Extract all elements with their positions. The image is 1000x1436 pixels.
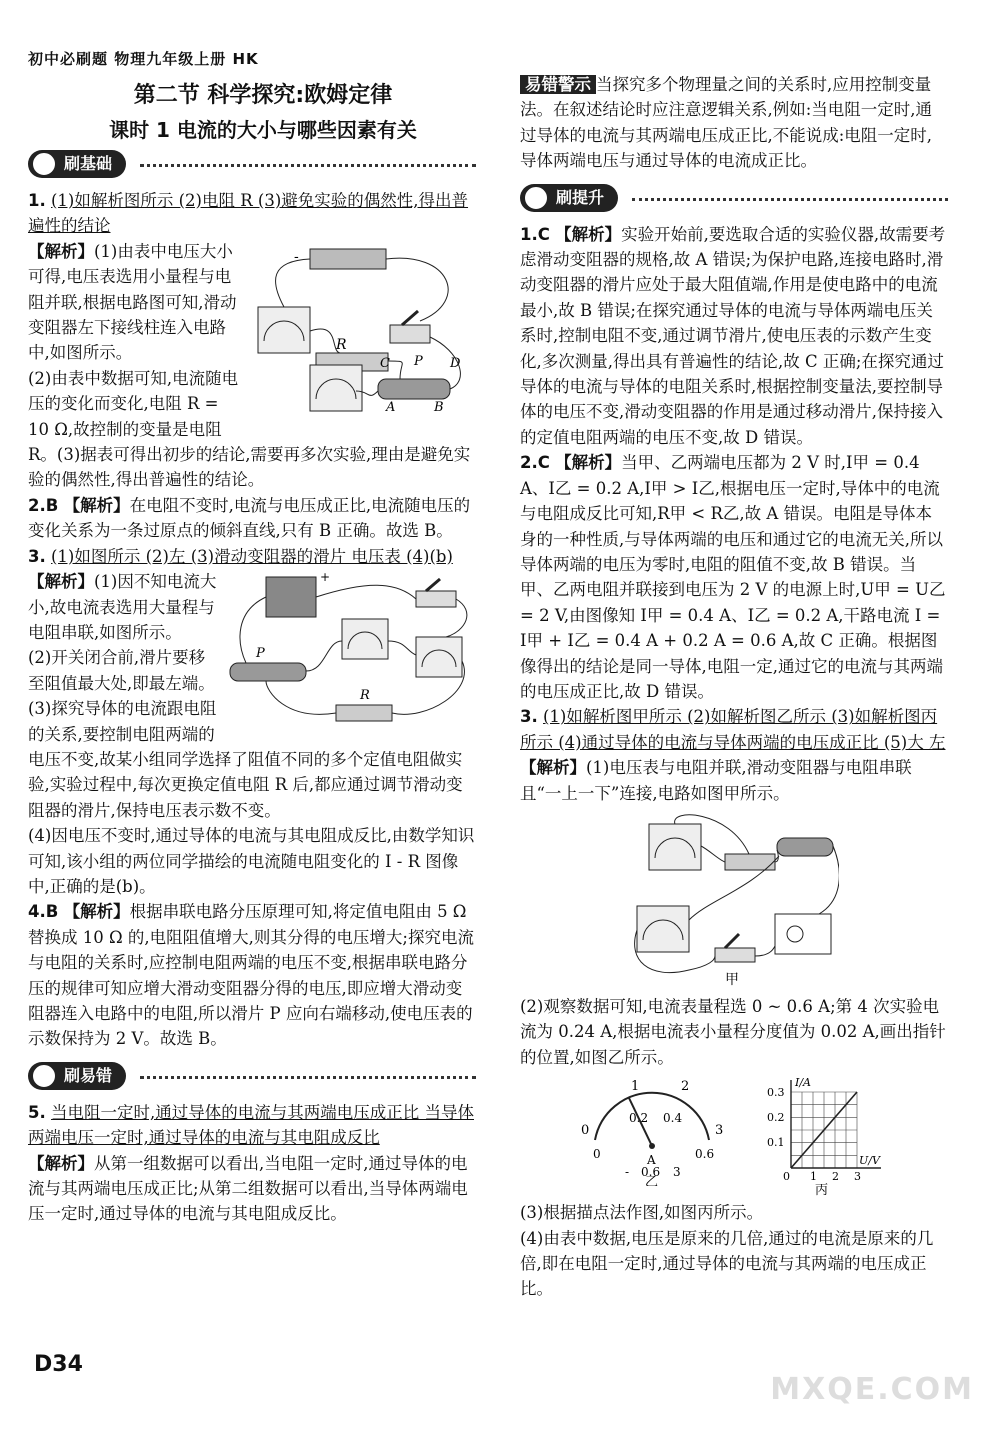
analysis-tag: 【解析】 bbox=[520, 758, 586, 778]
analysis-tag: 【解析】 bbox=[63, 902, 130, 922]
graph-tick: 3 bbox=[854, 1170, 861, 1184]
dial-scale-label: 0 bbox=[593, 1147, 601, 1162]
graph-tick: 0.1 bbox=[767, 1136, 785, 1150]
fig-label: C bbox=[380, 355, 390, 371]
fig-label: P bbox=[414, 353, 423, 369]
r3-explanation-3 bbox=[520, 1200, 948, 1302]
dotted-rule bbox=[632, 198, 948, 201]
q1-explanation bbox=[28, 239, 476, 493]
answer-letter: C bbox=[537, 453, 550, 473]
banner-error bbox=[28, 1060, 476, 1094]
fig-label: + bbox=[320, 571, 331, 585]
figure-caption: 甲 bbox=[725, 971, 739, 988]
answer-text: 当电阻一定时,通过导体的电流与其两端电压成正比 当导体两端电压一定时,通过导体的电流与其电阻成反比 bbox=[28, 1102, 474, 1148]
analysis-tag: 【解析】 bbox=[555, 224, 622, 244]
question-number: 5. bbox=[28, 1102, 46, 1122]
question-number: 1. bbox=[28, 191, 46, 210]
fig-label: R bbox=[336, 336, 347, 353]
right-column bbox=[520, 72, 948, 1302]
watermark: MXQE.COM bbox=[770, 1372, 974, 1407]
dotted-rule bbox=[140, 1076, 476, 1079]
q3-explanation bbox=[28, 569, 476, 899]
explanation-text: (1)电压表与电阻并联,滑动变阻器与电阻串联且“一上一下”连接,电路如图甲所示。 bbox=[520, 758, 912, 803]
question-number: 4. bbox=[28, 902, 46, 922]
graph-tick: 0.2 bbox=[767, 1111, 785, 1125]
fig-label: - bbox=[294, 248, 299, 265]
answer-letter: B bbox=[45, 902, 59, 922]
banner-improve bbox=[520, 182, 948, 216]
terminal-label: - bbox=[625, 1165, 630, 1180]
dotted-rule bbox=[140, 164, 476, 167]
explanation-text: 在电阻不变时,电流与电压成正比,电流随电压的变化关系为一条过原点的倾斜直线,只有 B 正确。故选 B。 bbox=[28, 495, 471, 541]
warning-note bbox=[520, 72, 948, 174]
warning-text: 当探究多个物理量之间的关系时,应用控制变量法。在叙述结论时应注意逻辑关系,例如:当电阻一定时,通过导体的电流与其两端电压成正比,不能说成:电阻一定时,导体两端电压与通过导体的电流成正比。 bbox=[520, 75, 933, 171]
figures-row bbox=[520, 1076, 948, 1196]
page-number: D34 bbox=[34, 1352, 83, 1377]
graph-y-label: I/A bbox=[795, 1076, 811, 1090]
banner-basic bbox=[28, 148, 476, 182]
student-head-icon bbox=[523, 185, 549, 211]
answer-letter: C bbox=[537, 224, 550, 244]
r3-explanation-2 bbox=[520, 994, 948, 1070]
explanation-text: 实验开始前,要选取合适的实验仪器,故需要考虑滑动变阻器的规格,故 A 错误;为保护电路,连接电路时,滑动变阻器的滑片应处于最大阻值端,作用是使电路中的电流最小,故 B 错误;在探究通过导体的电流与导体两端电压关系时,控制电阻不变,通过调节滑片,使电压表的示数产生变化,多次测量,得出具有普遍性的结论,故 C 正确;在探究通过导体的电流与导体的电阻关系时,根据控制变量法,要控制导体的电压不变,滑动变阻器的作用是通过移动滑片,保持接入的定值电阻两端的电压不变,故 D 错误。 bbox=[520, 224, 946, 447]
fig-label: A bbox=[386, 399, 396, 415]
figure-caption: 丙 bbox=[815, 1183, 829, 1197]
question-2 bbox=[28, 493, 476, 544]
fig-label: P bbox=[256, 646, 265, 662]
banner-label: 刷基础 bbox=[64, 154, 113, 173]
question-5 bbox=[28, 1100, 476, 1227]
improve-question-2 bbox=[520, 450, 948, 704]
explanation-text: (4)因电压不变时,通过导体的电流与其电阻成反比,由数学知识可知,该小组的两位同学描绘的电流随电阻变化的 I - R 图像中,正确的是(b)。 bbox=[28, 826, 475, 896]
terminal-label: 3 bbox=[673, 1165, 681, 1180]
question-4 bbox=[28, 899, 476, 1051]
lesson-title: 课时 1 电流的大小与哪些因素有关 bbox=[109, 118, 417, 142]
fig-label: R bbox=[360, 688, 370, 704]
warning-label: 易错警示 bbox=[520, 75, 596, 94]
explanation-text: 根据串联电路分压原理可知,将定值电阻由 5 Ω 替换成 10 Ω 的,电阻阻值增大,则其分得的电压增大;探究电流与电阻的关系时,应控制电阻两端的电压不变,根据串联电路分压的规律可知应增大滑动变阻器分得的电压,即应增大滑动变阻器连入电路中的电阻,所以滑片 P 应向右端移动,使电压表的示数保持为 2 V。故选 B。 bbox=[28, 902, 474, 1049]
fig-label: D bbox=[450, 355, 461, 371]
student-head-icon bbox=[31, 151, 57, 177]
dial-scale-label: 0.4 bbox=[663, 1111, 683, 1126]
circuit-figure-jia bbox=[629, 810, 839, 990]
circuit-figure-3 bbox=[226, 571, 476, 729]
answer-text: (1)如解析图所示 (2)电阻 R (3)避免实验的偶然性,得出普遍性的结论 bbox=[28, 191, 469, 236]
analysis-tag: 【解析】 bbox=[28, 241, 94, 261]
question-number: 3. bbox=[28, 546, 46, 566]
graph-tick: 2 bbox=[832, 1170, 839, 1184]
analysis-tag: 【解析】 bbox=[63, 495, 130, 515]
explanation-text: (3)根据描点法作图,如图丙所示。 bbox=[520, 1203, 764, 1223]
answer-letter: B bbox=[45, 495, 59, 515]
fig-label: B bbox=[434, 399, 444, 415]
circuit-figure-1 bbox=[250, 241, 476, 417]
question-number: 1. bbox=[520, 224, 538, 244]
answer-text: (1)如图所示 (2)左 (3)滑动变阻器的滑片 电压表 (4)(b) bbox=[51, 546, 453, 566]
graph-x-label: U/V bbox=[859, 1154, 880, 1168]
analysis-tag: 【解析】 bbox=[28, 1153, 94, 1173]
dial-scale-label: 0.2 bbox=[629, 1111, 649, 1126]
question-1 bbox=[28, 188, 476, 239]
analysis-tag: 【解析】 bbox=[28, 572, 94, 592]
figure-caption: 乙 bbox=[645, 1175, 659, 1187]
dial-scale-label: 0 bbox=[581, 1123, 590, 1139]
improve-question-1 bbox=[520, 222, 948, 451]
dial-unit: A bbox=[647, 1153, 656, 1168]
running-header: 初中必刷题 物理九年级上册 HK bbox=[28, 50, 259, 68]
explanation-text: (1)由表中电压大小可得,电压表选用小量程与电阻并联,根据电路图可知,滑动变阻器左下接线柱连入电路中,如图所示。 bbox=[28, 241, 237, 363]
answer-text: (1)如解析图甲所示 (2)如解析图乙所示 (3)如解析图丙所示 (4)通过导体的电流与导体两端的电压成正比 (5)大 左 bbox=[520, 707, 946, 752]
banner-label: 刷易错 bbox=[64, 1065, 113, 1085]
dial-scale-label: 0.6 bbox=[695, 1147, 715, 1162]
explanation-text: (2)由表中数据可知,电流随电压的变化而变化,电阻 R = 10 Ω,故控制的变量是电阻 R。(3)据表可得出初步的结论,需要再多次实验,理由是避免实验的偶然性,得出普遍性的结论。 bbox=[28, 368, 471, 490]
explanation-text: 从第一组数据可以看出,当电阻一定时,通过导体的电流与其两端电压成正比;从第二组数据可以看出,当导体两端电压一定时,通过导体的电流与其电阻成反比。 bbox=[28, 1153, 468, 1224]
explanation-text: 当甲、乙两端电压都为 2 V 时,I甲 = 0.4 A、I乙 = 0.2 A,I甲 > I乙,根据电压一定时,导体中的电流与电阻成反比可知,R甲 < R乙,故 A 错误。电阻是导体本身的一种性质,与导体两端的电压和通过它的电流无关,所以导体两端的电压为零时,电阻的阻值不变,故 B 错误。当甲、乙两电阻并联接到电压为 2 V 的电源上时,U甲 = U乙 = 2 V,由图像知 I甲 = 0.4 A、I乙 = 0.2 A,干路电流 I = I甲 + I乙 = 0.4 A + 0.2 A = 0.6 A,故 C 正确。根据图像得出的结论是同一导体,电阻一定,通过它的电流与其两端的电压成正比,故 D 错误。 bbox=[520, 453, 946, 701]
student-head-icon bbox=[31, 1063, 57, 1089]
analysis-tag: 【解析】 bbox=[555, 453, 622, 473]
explanation-text: (2)开关闭合前,滑片要移至阻值最大处,即最左端。 bbox=[28, 648, 215, 693]
improve-question-3 bbox=[520, 704, 948, 806]
ammeter-dial-figure bbox=[577, 1076, 727, 1186]
dial-scale-label: 3 bbox=[715, 1123, 724, 1139]
graph-tick: 0 bbox=[783, 1170, 790, 1184]
explanation-text: (3)探究导体的电流跟电阻的关系,要控制电阻两端的电压不变,故某小组同学选择了阻值不同的多个定值电阻做实验,实验过程中,每次更换定值电阻 R 后,都应通过调节滑动变阻器的滑片,保持电压表示数不变。 bbox=[28, 699, 463, 820]
iv-graph-figure bbox=[761, 1076, 891, 1196]
graph-tick: 0.3 bbox=[767, 1086, 785, 1100]
graph-tick: 1 bbox=[810, 1170, 817, 1184]
section-title: 第二节 科学探究:欧姆定律 bbox=[133, 83, 393, 108]
explanation-text: (4)由表中数据,电压是原来的几倍,通过的电流是原来的几倍,即在电阻一定时,通过导体的电流与其两端的电压成正比。 bbox=[520, 1228, 934, 1299]
question-number: 2. bbox=[28, 495, 46, 515]
left-column bbox=[28, 140, 476, 1227]
question-3 bbox=[28, 544, 476, 569]
dial-scale-label: 2 bbox=[681, 1079, 690, 1095]
question-number: 3. bbox=[520, 707, 538, 727]
question-number: 2. bbox=[520, 453, 538, 473]
dial-scale-label: 1 bbox=[631, 1079, 640, 1095]
banner-label: 刷提升 bbox=[556, 187, 605, 207]
explanation-text: (2)观察数据可知,电流表量程选 0 ~ 0.6 A;第 4 次实验电流为 0.24 A,根据电流表小量程分度值为 0.02 A,画出指针的位置,如图乙所示。 bbox=[520, 996, 946, 1067]
terminal-label: 0.6 bbox=[641, 1165, 661, 1180]
explanation-text: (1)因不知电流大小,故电流表选用大量程与电阻串联,如图所示。 bbox=[28, 572, 217, 642]
